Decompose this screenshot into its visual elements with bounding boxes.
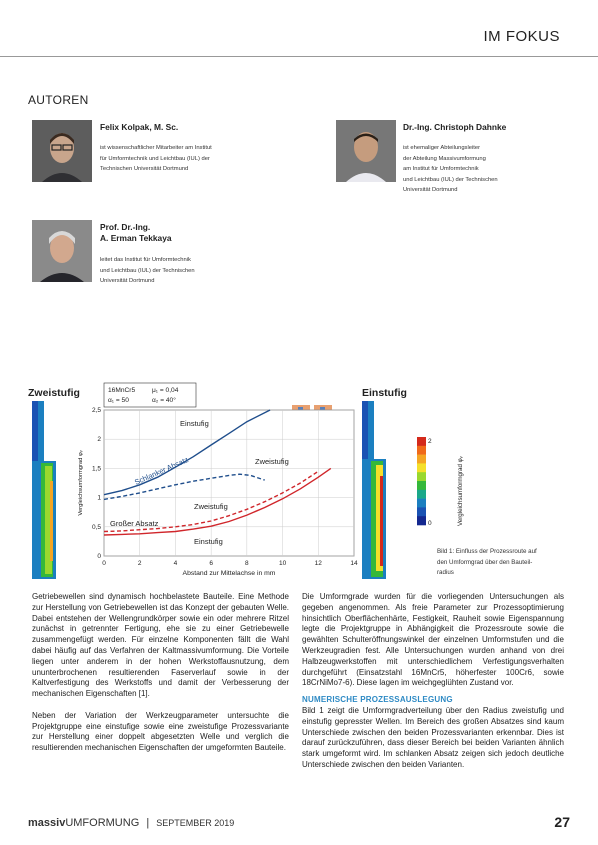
colorbar-segment <box>417 472 426 481</box>
author-photo-dahnke <box>336 120 396 182</box>
colorbar <box>417 437 426 525</box>
y-tick-label: 0 <box>97 553 101 560</box>
colorbar-segment <box>417 516 426 525</box>
subheading: NUMERISCHE PROZESSAUSLEGUNG <box>302 695 453 705</box>
fe-model-zweistufig <box>32 401 56 579</box>
authors-heading: AUTOREN <box>28 93 89 107</box>
y-tick-label: 2 <box>97 436 101 444</box>
section-title: IM FOKUS <box>483 28 560 45</box>
x-tick-label: 12 <box>314 560 322 567</box>
colorbar-segment <box>417 499 426 508</box>
x-tick-label: 14 <box>350 560 358 567</box>
y-tick-label: 2,5 <box>91 407 101 414</box>
x-tick-label: 6 <box>209 560 213 567</box>
x-tick-label: 10 <box>278 560 287 567</box>
chart-annotation: Zweistufig <box>255 457 289 466</box>
chart-annotation: Einstufig <box>180 419 209 428</box>
colorbar-max: 2 <box>428 438 432 445</box>
label-zweistufig: Zweistufig <box>28 387 80 399</box>
x-tick-label: 0 <box>102 560 106 567</box>
x-axis-label: Abstand zur Mittelachse in mm <box>182 570 276 577</box>
page-number: 27 <box>554 814 570 830</box>
footer-brand: massivUMFORMUNG | SEPTEMBER 2019 <box>28 817 235 829</box>
paragraph: Getriebewellen sind dynamisch hochbelastete Bauteile. Eine Methode zur Herstellung von Getriebewellen ist das Konzept der gebauten Welle. Dabei entstehen der Wellengrundkörper sowie ein oder mehrere Ritzel zunächst in getrennter Fertigung, ehe sie zu einer Getriebewelle zusammengefügt werden. Für einzelne Komponenten fällt die Wahl dabei häufig auf das Verfahren der Kaltmassivumformung. Die Vorteile liegen unter anderem in der hohen Werkstoffausnutzung, dem ununterbrochenen resultierenden Faserverlauf sowie in der Kaltverfestigung des Werkstoffs und damit der Verbesserung der mechanischen Eigenschaften [1]. <box>32 592 289 699</box>
author-name: Felix Kolpak, M. Sc. <box>100 122 179 132</box>
y-tick-label: 1 <box>97 494 101 502</box>
colorbar-segment <box>417 446 426 455</box>
svg-text:μ₁ = 0,04: μ₁ = 0,04 <box>152 387 179 394</box>
colorbar-segment <box>417 463 426 472</box>
svg-text:α₁ = 50: α₁ = 50 <box>108 397 129 404</box>
author-photo-kolpak <box>32 120 92 182</box>
colorbar-segment <box>417 490 426 499</box>
paragraph: Bild 1 zeigt die Umformgradverteilung über den Radius zweistufig und einstufig gepresster Wellen. Im Bereich des großen Absatzes sind kaum Unterschiede zwischen den beiden Prozessvarianten erkennbar. Dies ist darauf zurückzuführen, dass dieser Bereich bei beiden Varianten ähnlich stark umgeformt wird. Im schlanken Absatz zeigen sich jedoch deutliche Unterschiede zwischen den beiden Varianten. <box>302 705 564 769</box>
header-divider <box>0 56 598 57</box>
paragraph: Die Umformgrade wurden für die vorliegenden Untersuchungen als gegeben angenommen. Als freie Parameter zur Prozessoptimierung hinsichtlich Oberflächenhärte, Festigkeit, Rauheit sowie Eigenspannung legte die Projektgruppe in Abhängigkeit die Prozessroute sowie die gewählten Schulteröffnungswinkel der einzelnen Umformstufen und die Werkzeugradien fest. Alle Untersuchungen wurden anhand von drei Halbzeugwerkstoffen mit unterschiedlichem Verfestigungsverhalten durchgeführt (Einsatzstahl 16MnCr5, höherfester 100Cr6, sowie 18CrNiMo7-6). Diese lagen im weichgeglühten Zustand vor. <box>302 592 564 688</box>
figure-1 <box>28 381 476 586</box>
line-chart <box>78 407 358 577</box>
label-einstufig: Einstufig <box>362 387 407 399</box>
chart-annotation: Zweistufig <box>194 502 228 511</box>
author-name: Dr.-Ing. Christoph Dahnke <box>403 122 507 132</box>
chart-annotation: Großer Absatz <box>110 519 159 528</box>
author-photo-tekkaya <box>32 220 92 282</box>
colorbar-segment <box>417 507 426 516</box>
figure-caption: Bild 1: Einfluss der Prozessroute auf den Umformgrad über den Bauteil- radius <box>437 548 537 576</box>
svg-text:16MnCr5: 16MnCr5 <box>108 387 136 394</box>
parameter-box <box>104 383 196 407</box>
colorbar-segment <box>417 455 426 464</box>
body-column-right <box>302 592 564 782</box>
body-column-left <box>32 592 289 765</box>
fe-model-einstufig <box>362 401 386 579</box>
chart-annotation: Schlanker Absatz <box>133 455 190 487</box>
author-description: ist wissenschaftlicher Mitarbeiter am Institut für Umformtechnik und Leichtbau (IUL) der Technischen Universität Dortmund <box>100 145 212 172</box>
colorbar-label: Vergleichsumformgrad φᵥ <box>457 456 464 526</box>
author-description: ist ehemaliger Abteilungsleiter der Abteilung Massivumformung am Institut für Umformtechnik und Leichtbau (IUL) der Technischen Universität Dortmund <box>403 145 498 193</box>
author-description: leitet das Institut für Umformtechnik und Leichtbau (IUL) der Technischen Universität Dortmund <box>100 257 195 284</box>
y-axis-label: Vergleichsumformgrad φᵥ <box>78 450 84 516</box>
colorbar-min: 0 <box>428 520 432 527</box>
author-name: Prof. Dr.-Ing. A. Erman Tekkaya <box>100 222 172 243</box>
x-tick-label: 4 <box>173 560 178 567</box>
colorbar-segment <box>417 437 426 446</box>
y-tick-label: 1,5 <box>91 465 101 473</box>
chart-annotation: Einstufig <box>194 537 223 546</box>
x-tick-label: 2 <box>137 560 142 567</box>
colorbar-segment <box>417 481 426 490</box>
paragraph: Neben der Variation der Werkzeugparameter untersuchte die Projektgruppe eine einstufige sowie eine zweistufige Prozessvariante zur Herstellung einer doppelt abgesetzten Welle und verglich die resultierenden mechanischen Eigenschaften der umgeformten Bauteile. <box>32 710 289 753</box>
x-tick-label: 8 <box>245 560 249 567</box>
y-tick-label: 0,5 <box>91 523 101 531</box>
svg-text:α₂ = 40°: α₂ = 40° <box>152 397 176 404</box>
